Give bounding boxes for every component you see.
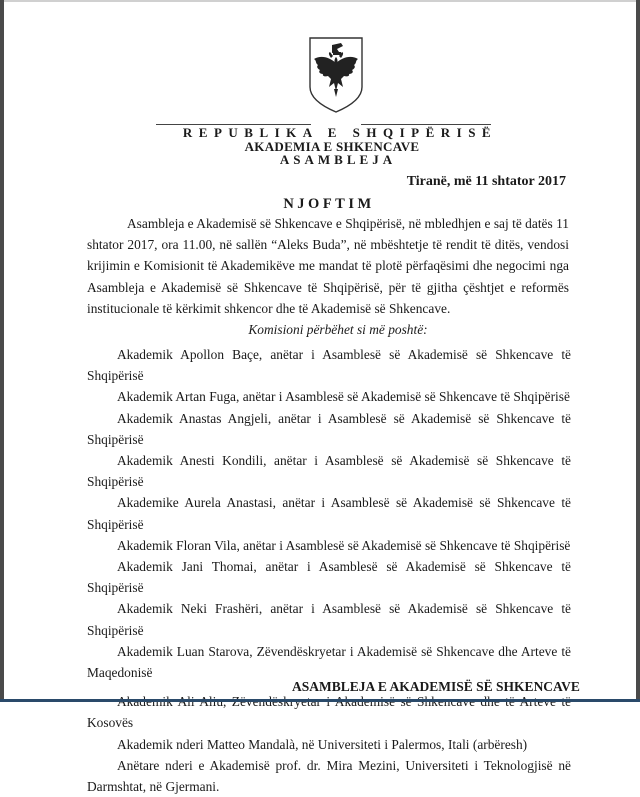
announcement-body: Asambleja e Akademisë së Shkencave e Shqipërisë, në mbledhjen e saj të datës 11 shtator 2017, ora 11.00, në sallën “Aleks Buda”, në mbështetje të rendit të ditës, vendosi krijimin e Komisionit të Akademikëve me mandat të plotë përfaqësimi dhe negocimi nga Asambleja e Akademisë së Shkencave të Shqipërisë, për të gjitha çështjet e reformës institucionale të kërkimit shkencor dhe të Akademisë së Shkencave. [87, 216, 569, 316]
albanian-eagle-coat-of-arms-icon [307, 35, 365, 115]
member-item: Akademik Neki Frashëri, anëtar i Asamblesë së Akademisë së Shkencave të Shqipërisë [87, 601, 571, 638]
header-republic: REPUBLIKA E SHQIPËRISË [182, 125, 498, 140]
member-item: Akademik Luan Starova, Zëvendëskryetar i Akademisë së Shkencave dhe Arteve të Maqedonisë [87, 643, 571, 681]
member-item: Akademik Anesti Kondili, anëtar i Asamblesë së Akademisë së Shkencave të Shqipërisë [87, 453, 571, 490]
member-item: Akademik Floran Vila, anëtar i Asamblesë së Akademisë së Shkencave të Shqipërisë [117, 537, 571, 553]
header-academy: AKADEMIA E SHKENCAVE [244, 139, 420, 154]
header-assembly: ASAMBLEJA [279, 152, 397, 167]
member-item: Kosovës [87, 715, 134, 731]
member-item: Akademik Artan Fuga, anëtar i Asamblesë së Akademisë së Shkencave të Shqipërisë [117, 389, 570, 405]
member-list [87, 344, 571, 797]
member-item: Anëtare nderi e Akademisë prof. dr. Mira Mezini, Universiteti i Teknologjisë në Darmshtat, në Gjermani. [87, 757, 571, 795]
date-line: Tiranë, më 11 shtator 2017 [406, 174, 566, 189]
commission-intro: Komisioni përbëhet si më poshtë: [248, 322, 428, 337]
member-item: Akademik nderi Matteo Mandalà, në Universiteti i Palermos, Itali (arbëresh) [117, 736, 528, 752]
member-item: Akademik Apollon Baçe, anëtar i Asamblesë së Akademisë së Shkencave të Shqipërisë [87, 347, 571, 384]
window-frame-right [636, 0, 640, 702]
member-item: Akademik Jani Thomai, anëtar i Asamblesë së Akademisë së Shkencave të Shqipërisë [87, 559, 571, 596]
document-title: NJOFTIM [283, 196, 375, 212]
member-item: Akademike Aurela Anastasi, anëtar i Asamblesë së Akademisë së Shkencave të Shqipërisë [87, 495, 571, 532]
signature-block: ASAMBLEJA E AKADEMISË SË SHKENCAVE [292, 679, 580, 694]
document-page [4, 2, 636, 795]
member-item: Akademik Anastas Angjeli, anëtar i Asamblesë së Akademisë së Shkencave të Shqipërisë [87, 410, 571, 447]
